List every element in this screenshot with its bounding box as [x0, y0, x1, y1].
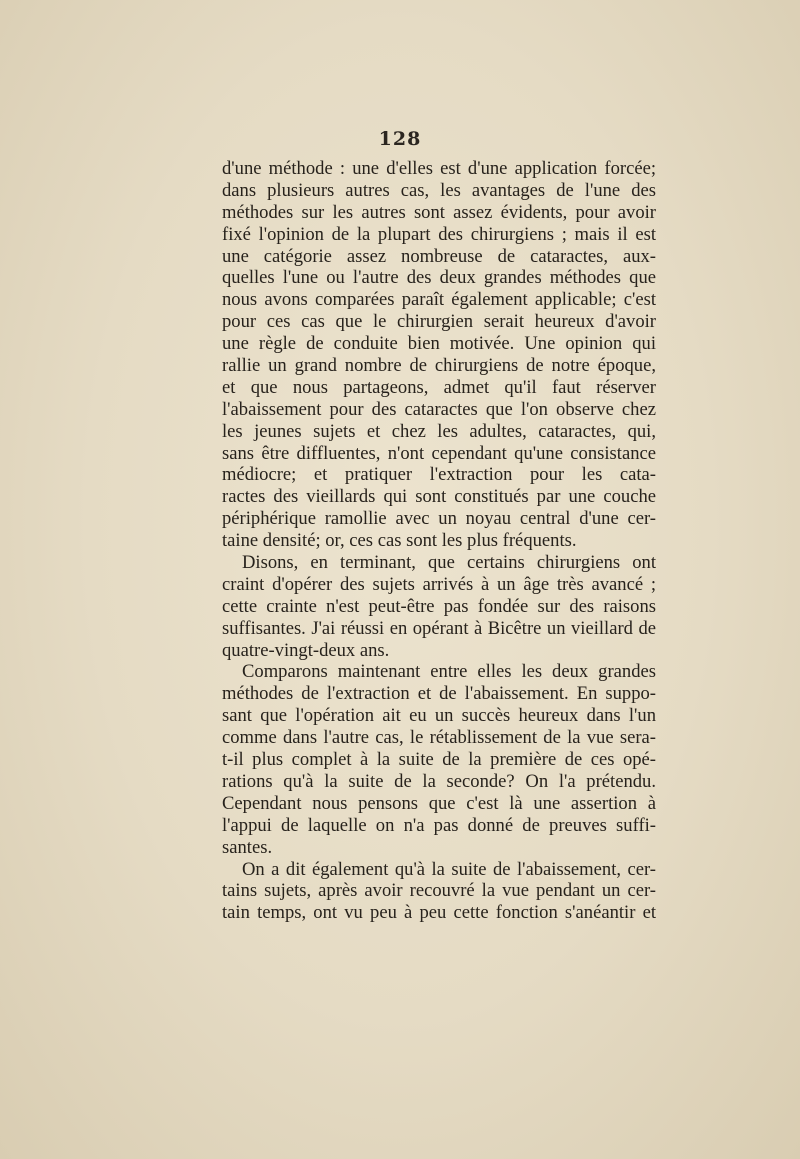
text-line: santes. [222, 836, 273, 858]
text-line: Disons, en terminant, que certains chirurgiens ont [242, 552, 656, 574]
text-line: Cependant nous pensons que c'est là une assertion à [222, 792, 656, 814]
text-line: pour ces cas que le chirurgien serait heureux d'avoir [222, 311, 656, 333]
text-line: taine densité; or, ces cas sont les plus fréquents. [222, 530, 577, 552]
text-line: quatre-vingt-deux ans. [222, 639, 390, 661]
text-line: rations qu'à la suite de la seconde? On l'a prétendu. [222, 770, 656, 792]
text-line: et que nous partageons, admet qu'il faut réserver [222, 376, 656, 398]
text-line: cette crainte n'est peut-être pas fondée sur des raisons [222, 595, 656, 617]
text-line: une règle de conduite bien motivée. Une opinion qui [222, 333, 656, 355]
text-line: tain temps, ont vu peu à peu cette fonction s'anéantir et [222, 902, 656, 924]
text-line: d'une méthode : une d'elles est d'une application forcée; [222, 158, 656, 179]
text-line: dans plusieurs autres cas, les avantages de l'une des [222, 179, 656, 201]
body-text [222, 158, 656, 924]
text-line: périphérique ramollie avec un noyau central d'une cer- [222, 508, 656, 530]
text-line: quelles l'une ou l'autre des deux grandes méthodes que [222, 267, 656, 289]
text-line: tains sujets, après avoir recouvré la vue pendant un cer- [222, 880, 656, 902]
page-number: 128 [378, 128, 422, 150]
text-line: On a dit également qu'à la suite de l'abaissement, cer- [242, 858, 656, 880]
text-line: fixé l'opinion de la plupart des chirurgiens ; mais il est [222, 223, 656, 245]
text-line: une catégorie assez nombreuse de cataractes, aux- [222, 245, 656, 267]
text-line: craint d'opérer des sujets arrivés à un âge très avancé ; [222, 573, 656, 595]
text-line: sant que l'opération ait eu un succès heureux dans l'un [222, 705, 656, 727]
text-line: ractes des vieillards qui sont constitués par une couche [222, 486, 656, 508]
text-line: rallie un grand nombre de chirurgiens de notre époque, [222, 355, 656, 377]
text-line: méthodes de l'extraction et de l'abaissement. En suppo- [222, 683, 656, 705]
text-line: comme dans l'autre cas, le rétablissement de la vue sera- [222, 727, 656, 749]
text-line: médiocre; et pratiquer l'extraction pour les cata- [222, 464, 656, 486]
text-line: l'appui de laquelle on n'a pas donné de preuves suffi- [222, 814, 656, 836]
text-line: sans être diffluentes, n'ont cependant qu'une consistance [222, 442, 656, 464]
text-line: l'abaissement pour des cataractes que l'on observe chez [222, 398, 656, 420]
text-line: nous avons comparées paraît également applicable; c'est [222, 289, 656, 311]
text-line: méthodes sur les autres sont assez évidents, pour avoir [222, 201, 656, 223]
text-line: suffisantes. J'ai réussi en opérant à Bicêtre un vieillard de [222, 617, 656, 639]
text-line: les jeunes sujets et chez les adultes, cataractes, qui, [222, 420, 656, 442]
text-line: Comparons maintenant entre elles les deux grandes [242, 661, 656, 683]
text-line: t-il plus complet à la suite de la première de ces opé- [222, 749, 656, 771]
